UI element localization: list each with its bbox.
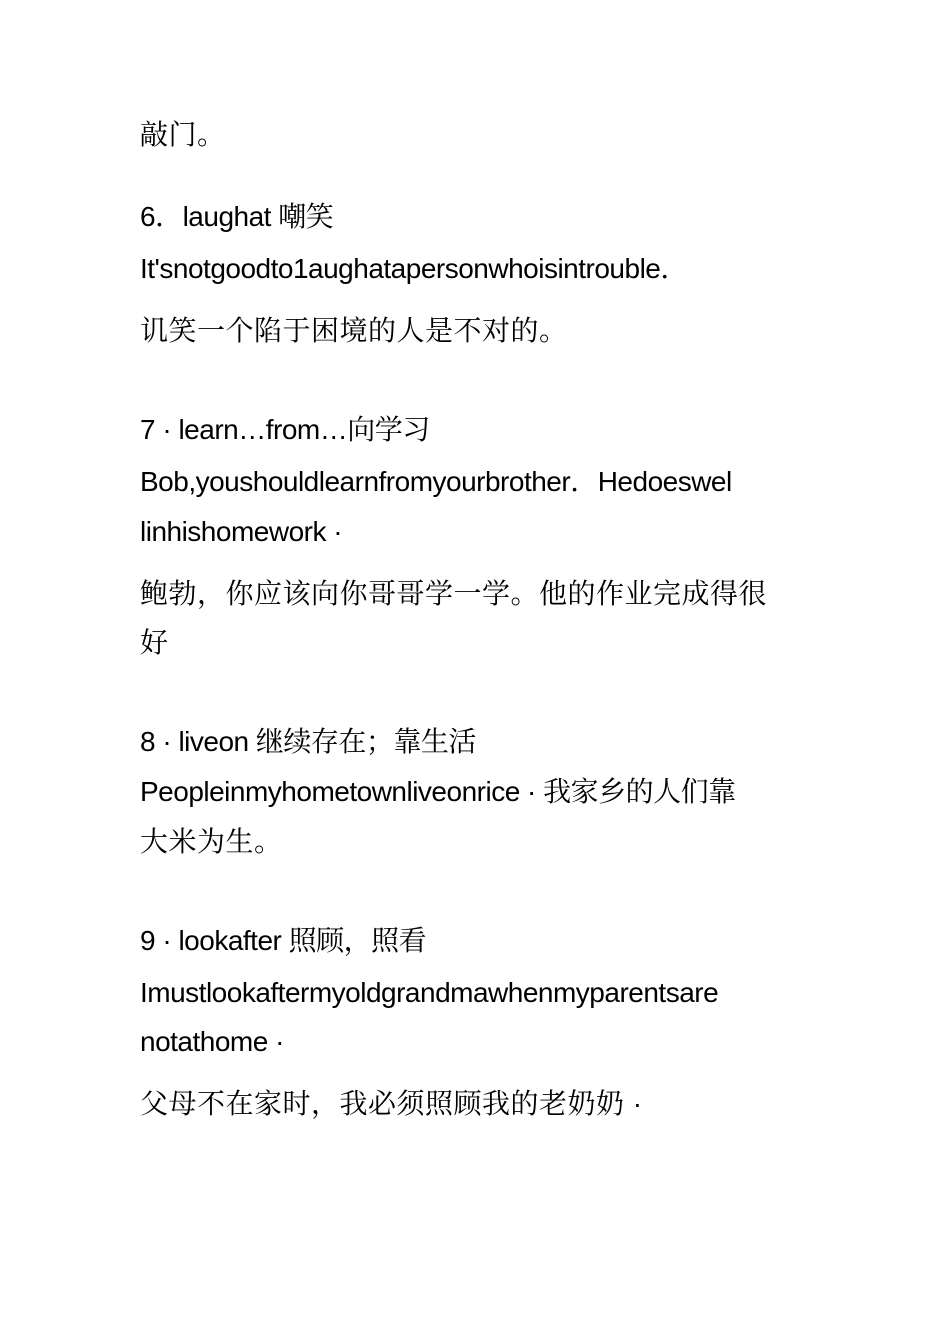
entry-7-example: Bob,youshouldlearnfromyourbrother．Hedoeswel [140,466,732,497]
entry-9-example-cont: notathome · [140,1026,284,1057]
entry-6-heading: 6．laughat 嘲笑 [140,201,334,232]
text-line: 敲门。 [140,119,226,150]
entry-8-translation-cont: 大米为生。 [140,826,283,857]
entry-6-example: It'snotgoodto1aughatapersonwhoisintrouble． [140,253,688,284]
entry-9-example: Imustlookaftermyoldgrandmawhenmyparentsare [140,977,719,1008]
entry-6-translation: 讥笑一个陷于困境的人是不对的。 [140,315,568,346]
entry-7-translation: 鲍勃，你应该向你哥哥学一学。他的作业完成得很 [140,578,768,609]
entry-8-heading: 8 · liveon 继续存在；靠生活 [140,726,476,757]
entry-9-translation: 父母不在家时，我必须照顾我的老奶奶 · [140,1088,643,1119]
entry-7-example-cont: linhishomework · [140,516,343,547]
entry-7-heading: 7 · learn…from…向学习 [140,414,430,445]
entry-9-heading: 9 · lookafter 照顾，照看 [140,925,427,956]
entry-7-translation-cont: 好 [140,627,169,658]
entry-8-example: Peopleinmyhometownliveonrice · 我家乡的人们靠 [140,776,736,807]
